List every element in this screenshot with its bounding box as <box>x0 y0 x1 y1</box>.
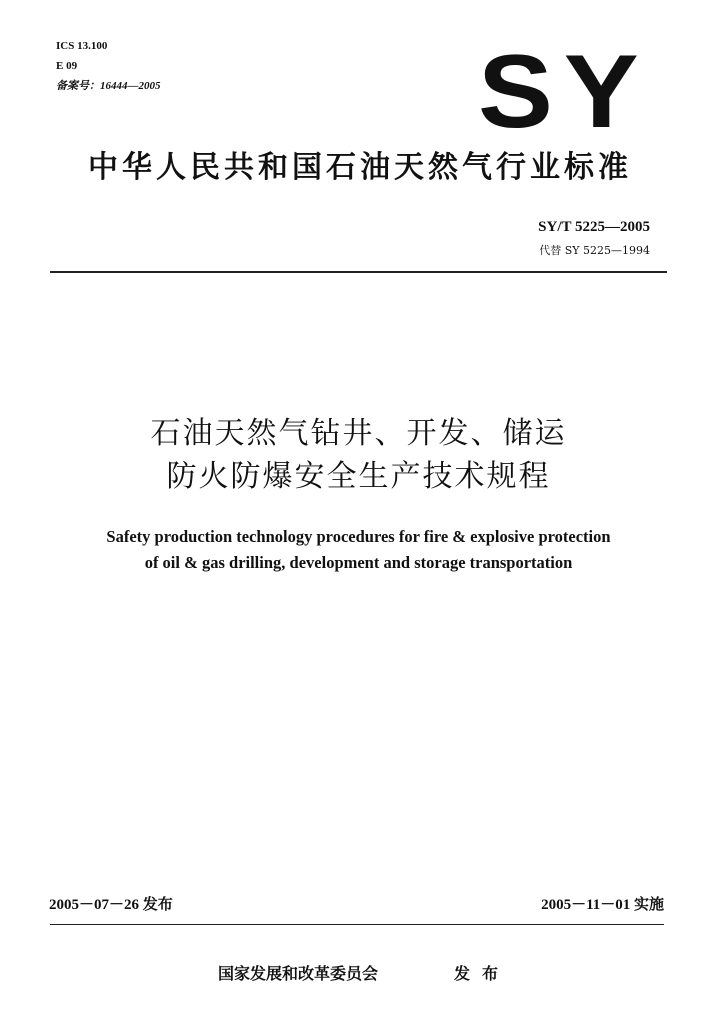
issue-date: 2005－07－26 发布 <box>49 897 173 913</box>
registration-number: 备案号：16444—2005 <box>56 80 161 92</box>
title-chinese-line-2: 防火防爆安全生产技术规程 <box>166 459 551 494</box>
top-divider <box>50 271 667 273</box>
publisher-name: 国家发展和改革委员会 <box>218 964 379 983</box>
replaces-standard: 代替 SY 5225—1994 <box>539 244 650 257</box>
title-english-line-2: of oil & gas drilling, development and storage transportation <box>144 553 573 572</box>
sy-logo: SY <box>478 34 650 150</box>
industry-standard-heading: 中华人民共和国石油天然气行业标准 <box>88 150 632 185</box>
publish-label: 发布 <box>454 964 511 983</box>
classification-code: E 09 <box>56 60 78 72</box>
standard-number: SY/T 5225—2005 <box>538 219 650 235</box>
title-chinese-line-1: 石油天然气钻井、开发、储运 <box>150 416 567 451</box>
ics-code: ICS 13.100 <box>56 40 108 52</box>
implementation-date: 2005－11－01 实施 <box>541 897 664 913</box>
title-english-line-1: Safety production technology procedures for fire & explosive protection <box>106 527 611 546</box>
bottom-divider <box>50 924 664 925</box>
